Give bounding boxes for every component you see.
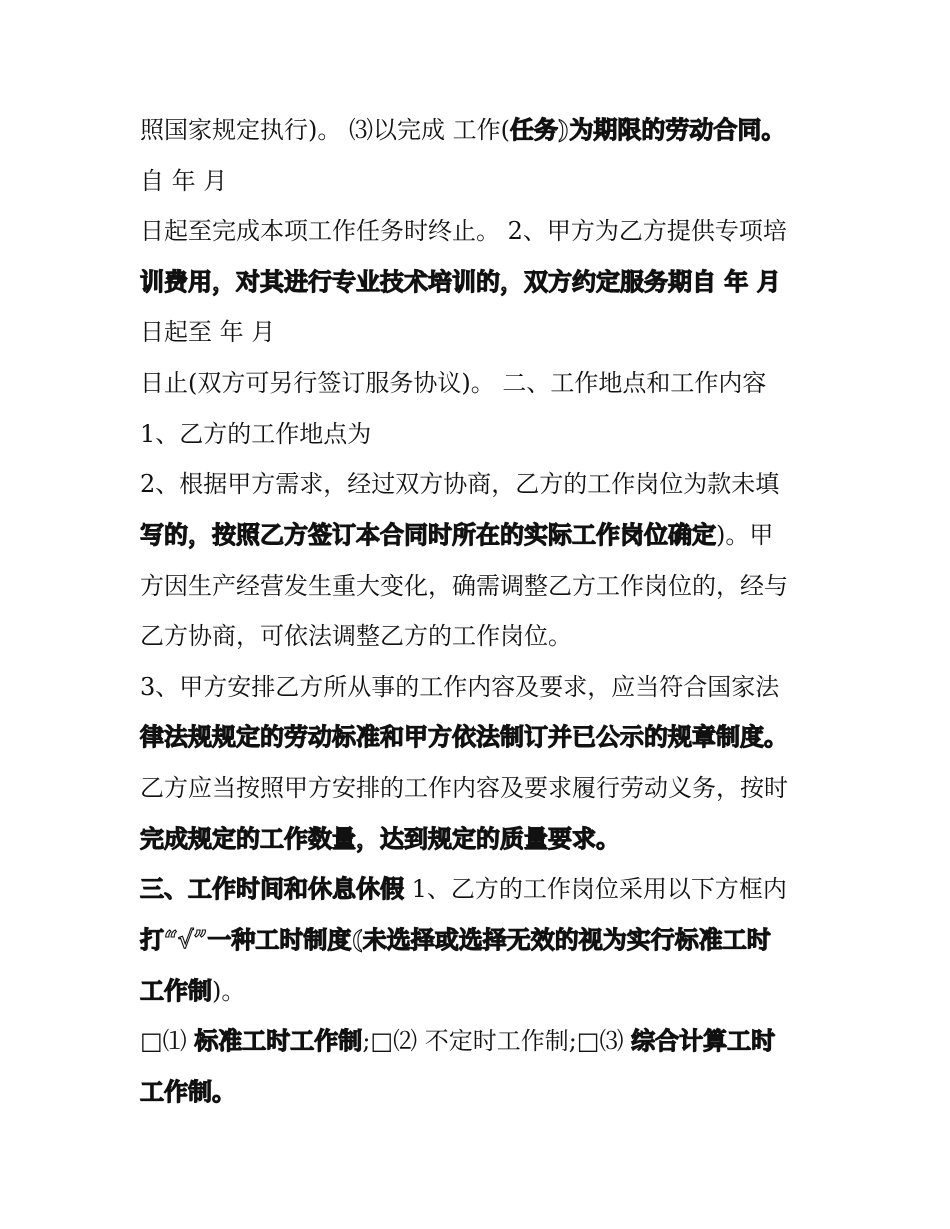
text-line: 打“√”一种工时制度(未选择或选择无效的视为实行标准工时 — [140, 925, 771, 954]
text-line: 乙方协商，可依法调整乙方的工作岗位。 — [140, 622, 572, 650]
text-line: 日起至 年 月 — [140, 318, 276, 346]
text-line: 日止(双方可另行签订服务协议)。 二、工作地点和工作内容 — [140, 369, 767, 397]
text-line: □⑴ 标准工时工作制;□⑵ 不定时工作制;□⑶ 综合计算工时 — [140, 1026, 776, 1055]
text-line: 1、乙方的工作地点为 — [140, 420, 372, 448]
text-line: 工作制)。 — [140, 976, 246, 1005]
text-line: 日起至完成本项工作任务时终止。 2、甲方为乙方提供专项培 — [140, 217, 787, 245]
text-line: 乙方应当按照甲方安排的工作内容及要求履行劳动义务，按时 — [140, 774, 788, 802]
text-line: 方因生产经营发生重大变化，确需调整乙方工作岗位的，经与 — [140, 572, 788, 600]
text-line: 训费用，对其进行专业技术培训的，双方约定服务期自 年 月 — [140, 267, 781, 296]
text-line: 2、根据甲方需求，经过双方协商，乙方的工作岗位为款未填 — [140, 470, 780, 498]
text-line: 自 年 月 — [140, 167, 228, 195]
text-line: 照国家规定执行)。 ⑶以完成 工作(任务)为期限的劳动合同。 — [140, 115, 786, 144]
text-line: 3、甲方安排乙方所从事的工作内容及要求，应当符合国家法 — [140, 673, 780, 701]
text-line: 律法规规定的劳动标准和甲方依法制订并已公示的规章制度。 — [140, 722, 788, 751]
text-line: 三、工作时间和休息休假 1、乙方的工作岗位采用以下方框内 — [140, 874, 787, 903]
text-line: 工作制。 — [140, 1077, 236, 1106]
text-line: 完成规定的工作数量，达到规定的质量要求。 — [140, 824, 620, 853]
text-line: 写的，按照乙方签订本合同时所在的实际工作岗位确定)。甲 — [140, 520, 774, 549]
